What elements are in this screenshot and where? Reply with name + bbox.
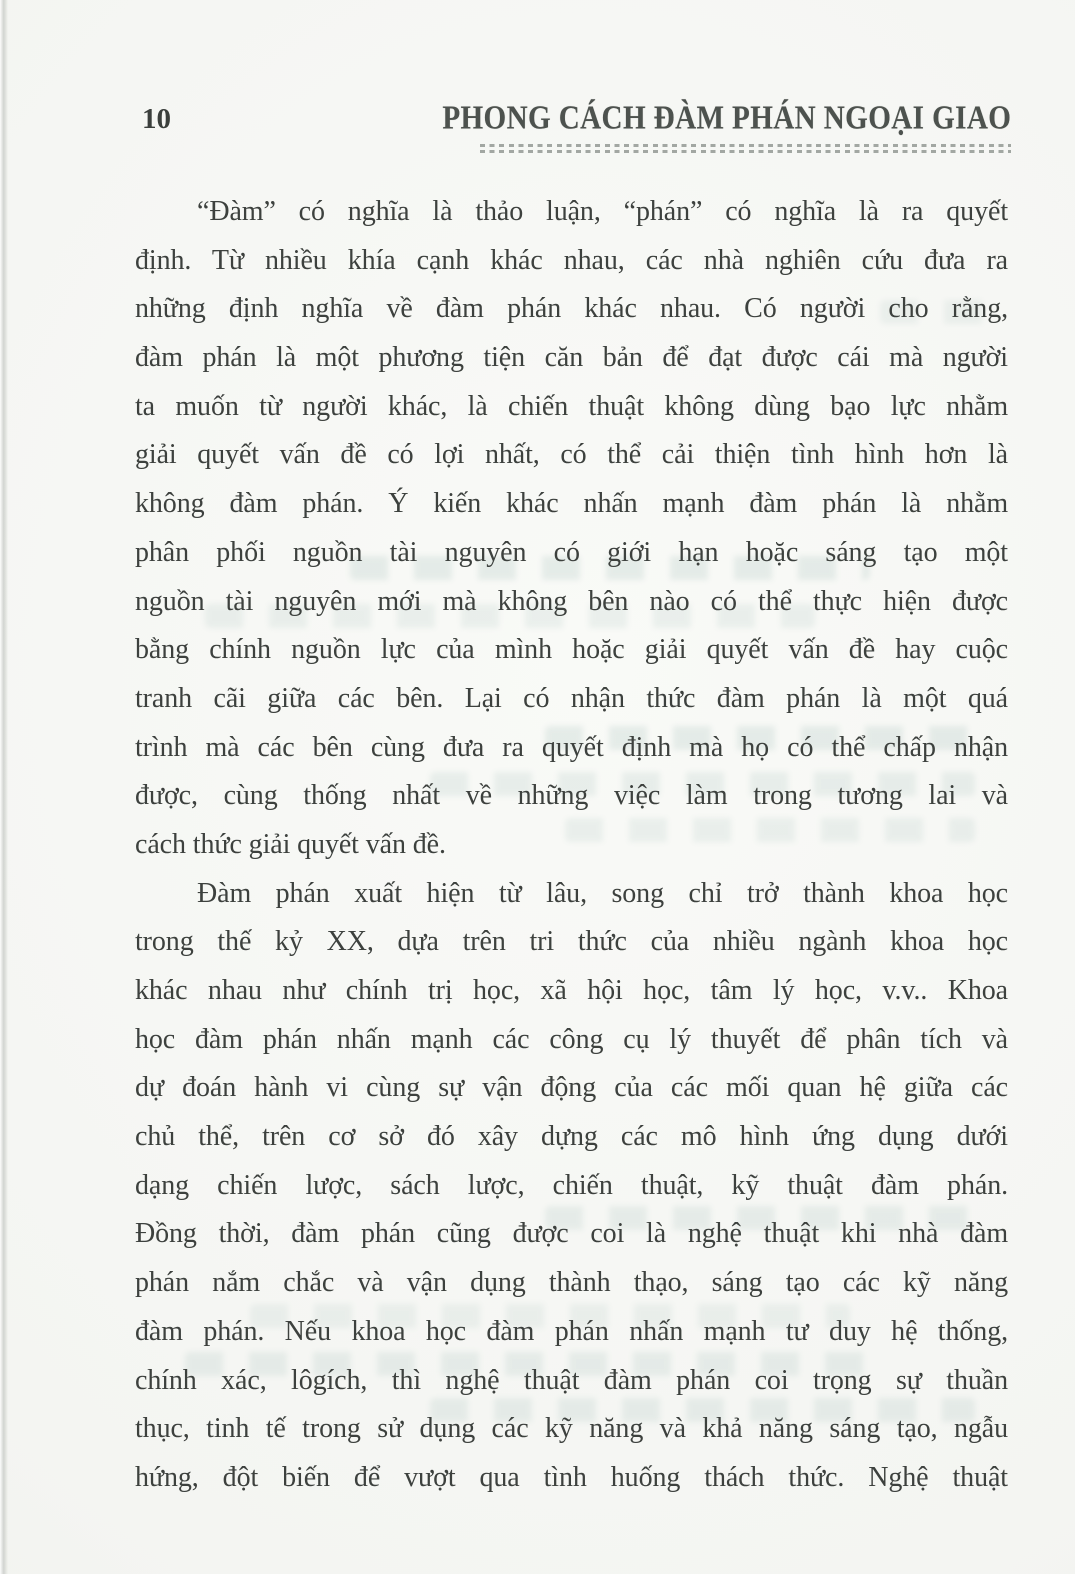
text-line: tranh cãi giữa các bên. Lại có nhận thức đàm phán là một quá [135, 682, 1008, 714]
text-line: phán nắm chắc và vận dụng thành thạo, sáng tạo các kỹ năng [135, 1267, 1008, 1299]
text-line: đàm phán. Nếu khoa học đàm phán nhấn mạnh tư duy hệ thống, [135, 1315, 1008, 1347]
text-line: ta muốn từ người khác, là chiến thuật không dùng bạo lực nhằm [135, 390, 1008, 422]
text-line: “Đàm” có nghĩa là thảo luận, “phán” có nghĩa là ra quyết [197, 196, 1008, 227]
text-line: khác nhau như chính trị học, xã hội học, tâm lý học, v.v.. Khoa [135, 975, 1008, 1006]
text-line: trình mà các bên cùng đưa ra quyết định mà họ có thể chấp nhận [135, 731, 1008, 763]
page-number: 10 [142, 103, 171, 135]
text-line: bằng chính nguồn lực của mình hoặc giải quyết vấn đề hay cuộc [135, 634, 1008, 666]
text-line: dạng chiến lược, sách lược, chiến thuật, kỹ thuật đàm phán. [135, 1169, 1008, 1201]
text-line: hứng, đột biến để vượt qua tình huống thách thức. Nghệ thuật [135, 1461, 1008, 1493]
text-line: cách thức giải quyết vấn đề. [135, 828, 446, 860]
text-line: phân phối nguồn tài nguyên có giới hạn hoặc sáng tạo một [135, 536, 1008, 568]
text-line: học đàm phán nhấn mạnh các công cụ lý thuyết để phân tích và [135, 1023, 1008, 1055]
running-header-right [406, 99, 1011, 154]
text-line: thục, tinh tế trong sử dụng các kỹ năng và khả năng sáng tạo, ngẫu [135, 1413, 1008, 1445]
text-line: được, cùng thống nhất về những việc làm trong tương lai và [135, 780, 1008, 812]
text-line: giải quyết vấn đề có lợi nhất, có thể cải thiện tình hình hơn là [135, 439, 1008, 471]
text-line: Đồng thời, đàm phán cũng được coi là nghệ thuật khi nhà đàm [135, 1218, 1008, 1250]
text-line: định. Từ nhiều khía cạnh khác nhau, các nhà nghiên cứu đưa ra [135, 244, 1008, 276]
header-rule-dashes [480, 144, 1011, 154]
text-line: chủ thể, trên cơ sở đó xây dựng các mô hình ứng dụng dưới [135, 1121, 1008, 1153]
text-line: trong thế kỷ XX, dựa trên tri thức của nhiều ngành khoa học [135, 926, 1008, 958]
text-line: những định nghĩa về đàm phán khác nhau. Có người cho rằng, [135, 293, 1008, 325]
text-line: dự đoán hành vi cùng sự vận động của các mối quan hệ giữa các [135, 1072, 1008, 1104]
running-header-title: PHONG CÁCH ĐÀM PHÁN NGOẠI GIAO [442, 98, 1011, 137]
text-block [135, 188, 1008, 1503]
scan-edge-artifact [0, 0, 8, 1574]
text-line: chính xác, lôgích, thì nghệ thuật đàm phán coi trọng sự thuần [135, 1364, 1008, 1396]
text-line: không đàm phán. Ý kiến khác nhấn mạnh đàm phán là nhằm [135, 488, 1008, 520]
text-line: đàm phán là một phương tiện căn bản để đạt được cái mà người [135, 342, 1008, 374]
text-line: Đàm phán xuất hiện từ lâu, song chỉ trở thành khoa học [197, 877, 1008, 909]
text-line: nguồn tài nguyên mới mà không bên nào có thể thực hiện được [135, 585, 1008, 617]
